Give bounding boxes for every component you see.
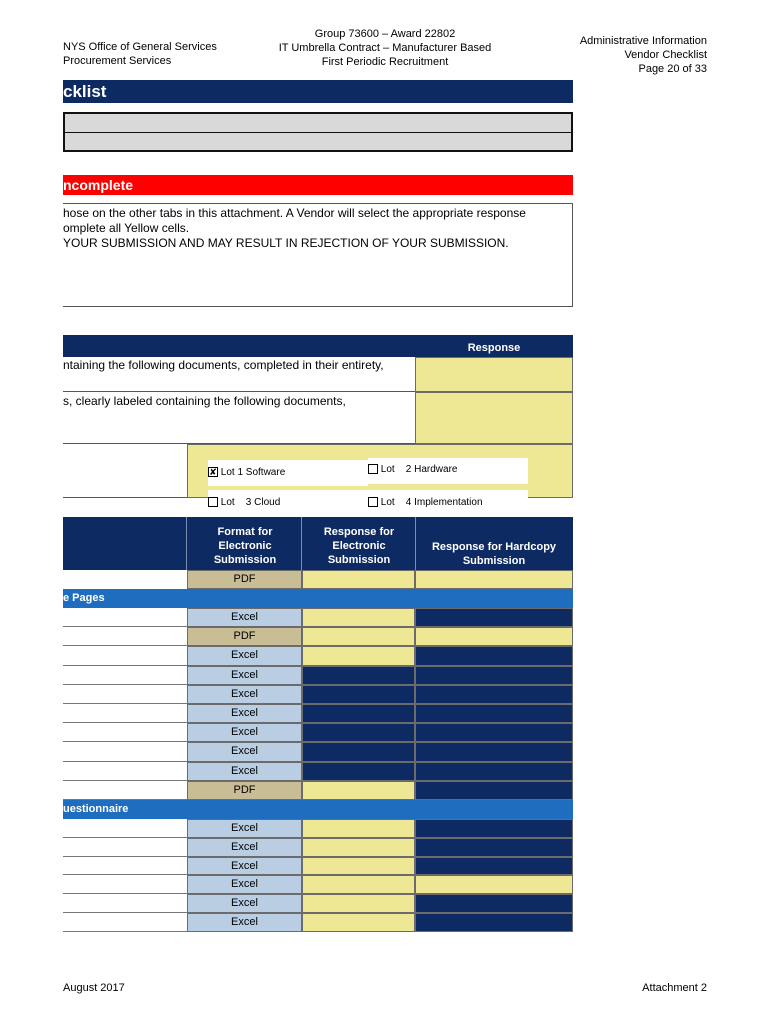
- s1-electronic-response: [302, 685, 415, 704]
- header-left: [63, 40, 217, 68]
- s1-electronic-response: [302, 742, 415, 761]
- s2-hardcopy-response: [415, 838, 573, 857]
- item1-response[interactable]: [415, 357, 573, 392]
- section2-bar: [63, 800, 573, 819]
- s1-row-label: [63, 627, 187, 646]
- s2-electronic-response[interactable]: [302, 838, 415, 857]
- item2-response[interactable]: [415, 392, 573, 444]
- header-divider-2: [301, 517, 302, 570]
- group-award: Group 73600 – Award 22802: [314, 28, 456, 40]
- title-bar: [63, 80, 573, 103]
- s1-format-cell: Excel: [187, 762, 302, 781]
- s1-electronic-response[interactable]: [302, 627, 415, 646]
- s1-format-cell: Excel: [187, 608, 302, 627]
- footer-date: August 2017: [63, 982, 125, 994]
- instructions-line3: YOUR SUBMISSION AND MAY RESULT IN REJECTION OF YOUR SUBMISSION.: [63, 236, 509, 250]
- first-row-left: [63, 570, 187, 589]
- s2-hardcopy-response[interactable]: [415, 875, 573, 894]
- s1-format-cell: Excel: [187, 704, 302, 723]
- s1-row-label: [63, 608, 187, 627]
- lot4-label: Lot 4 Implementation: [380, 497, 483, 508]
- s1-hardcopy-response: [415, 685, 573, 704]
- s1-hardcopy-response: [415, 781, 573, 800]
- lot3-label: Lot 3 Cloud: [220, 497, 281, 508]
- s1-electronic-response[interactable]: [302, 646, 415, 665]
- lot-left-blank: [63, 444, 187, 498]
- s1-format-cell: Excel: [187, 723, 302, 742]
- header-right: [580, 34, 707, 76]
- s1-row-label: [63, 685, 187, 704]
- s2-electronic-response[interactable]: [302, 875, 415, 894]
- incomplete-bar: [63, 175, 573, 195]
- instructions-line1: hose on the other tabs in this attachment. A Vendor will select the appropriate response: [63, 206, 526, 220]
- lot4-checkbox[interactable]: [368, 497, 378, 507]
- item1-row: [63, 357, 415, 392]
- item2-text: s, clearly labeled containing the following documents,: [63, 394, 346, 408]
- lot2-checkbox[interactable]: [368, 464, 378, 474]
- s1-format-cell: PDF: [187, 781, 302, 800]
- incomplete-text: ncomplete: [63, 177, 134, 193]
- s1-row-label: [63, 742, 187, 761]
- footer-attachment: Attachment 2: [642, 982, 707, 994]
- s1-format-cell: Excel: [187, 742, 302, 761]
- first-row-hardcopy[interactable]: [415, 570, 573, 589]
- section2-title: uestionnaire: [63, 803, 129, 815]
- section1-bar: [63, 589, 573, 608]
- s1-electronic-response[interactable]: [302, 781, 415, 800]
- instructions-box: [63, 203, 573, 307]
- s2-electronic-response[interactable]: [302, 819, 415, 838]
- s1-hardcopy-response: [415, 608, 573, 627]
- lot3-checkbox[interactable]: [208, 497, 218, 507]
- response-electronic-header: Response for Electronic Submission: [323, 526, 395, 566]
- s2-format-cell: Excel: [187, 894, 302, 913]
- response-header-bar: [63, 335, 573, 357]
- s1-hardcopy-response: [415, 704, 573, 723]
- s2-row-label: [63, 857, 187, 876]
- s1-electronic-response: [302, 704, 415, 723]
- s1-hardcopy-response[interactable]: [415, 627, 573, 646]
- lot1-checkbox[interactable]: ✘: [209, 467, 217, 478]
- section-name: Administrative Information: [579, 35, 707, 47]
- response-hardcopy-header: Response for Hardcopy Submission: [431, 541, 557, 567]
- header-divider-1: [186, 517, 187, 570]
- recruitment-name: First Periodic Recruitment: [321, 56, 449, 68]
- s2-format-cell: Excel: [187, 857, 302, 876]
- s1-hardcopy-response: [415, 646, 573, 665]
- s2-row-label: [63, 838, 187, 857]
- header-divider-3: [415, 517, 416, 570]
- lot4-option[interactable]: [368, 490, 528, 516]
- s2-electronic-response[interactable]: [302, 894, 415, 913]
- lot1-option[interactable]: [208, 460, 368, 486]
- s1-electronic-response: [302, 762, 415, 781]
- s1-row-label: [63, 704, 187, 723]
- s2-electronic-response[interactable]: [302, 857, 415, 876]
- s1-electronic-response[interactable]: [302, 608, 415, 627]
- info-row-divider: [65, 132, 571, 133]
- s2-hardcopy-response: [415, 857, 573, 876]
- s2-row-label: [63, 875, 187, 894]
- title-text: cklist: [63, 82, 107, 101]
- s2-hardcopy-response: [415, 894, 573, 913]
- s2-hardcopy-response: [415, 819, 573, 838]
- instructions-line2: omplete all Yellow cells.: [63, 221, 190, 235]
- lot2-option[interactable]: [368, 458, 528, 484]
- header-center: [240, 27, 530, 69]
- s1-row-label: [63, 781, 187, 800]
- agency-name: NYS Office of General Services: [63, 41, 217, 53]
- s2-row-label: [63, 894, 187, 913]
- item2-row: [63, 392, 415, 444]
- s2-format-cell: Excel: [187, 838, 302, 857]
- format-header: Format for Electronic Submission: [213, 526, 277, 566]
- doc-name: Vendor Checklist: [624, 49, 707, 61]
- first-row-format: PDF: [187, 570, 302, 589]
- s1-format-cell: Excel: [187, 685, 302, 704]
- info-box: [63, 112, 573, 152]
- s1-row-label: [63, 723, 187, 742]
- contract-name: IT Umbrella Contract – Manufacturer Based: [278, 42, 492, 54]
- section1-title: e Pages: [63, 592, 105, 604]
- s2-row-label: [63, 913, 187, 932]
- s1-format-cell: PDF: [187, 627, 302, 646]
- s1-electronic-response: [302, 666, 415, 685]
- s1-hardcopy-response: [415, 742, 573, 761]
- s1-format-cell: Excel: [187, 646, 302, 665]
- s1-hardcopy-response: [415, 666, 573, 685]
- s2-row-label: [63, 819, 187, 838]
- s2-hardcopy-response: [415, 913, 573, 932]
- lot3-option[interactable]: [208, 490, 368, 516]
- first-row-electronic[interactable]: [302, 570, 415, 589]
- response-header: Response: [467, 342, 521, 354]
- agency-division: Procurement Services: [63, 55, 172, 67]
- s1-format-cell: Excel: [187, 666, 302, 685]
- page-number: Page 20 of 33: [638, 63, 707, 75]
- item1-text: ntaining the following documents, completed in their entirety,: [63, 358, 384, 372]
- s2-format-cell: Excel: [187, 913, 302, 932]
- s1-hardcopy-response: [415, 723, 573, 742]
- lot2-label: Lot 2 Hardware: [380, 464, 458, 475]
- s1-row-label: [63, 666, 187, 685]
- s2-format-cell: Excel: [187, 819, 302, 838]
- s1-row-label: [63, 646, 187, 665]
- s2-electronic-response[interactable]: [302, 913, 415, 932]
- s1-electronic-response: [302, 723, 415, 742]
- s1-row-label: [63, 762, 187, 781]
- s1-hardcopy-response: [415, 762, 573, 781]
- s2-format-cell: Excel: [187, 875, 302, 894]
- table-header: [63, 517, 573, 570]
- lot1-label: Lot 1 Software: [220, 467, 286, 478]
